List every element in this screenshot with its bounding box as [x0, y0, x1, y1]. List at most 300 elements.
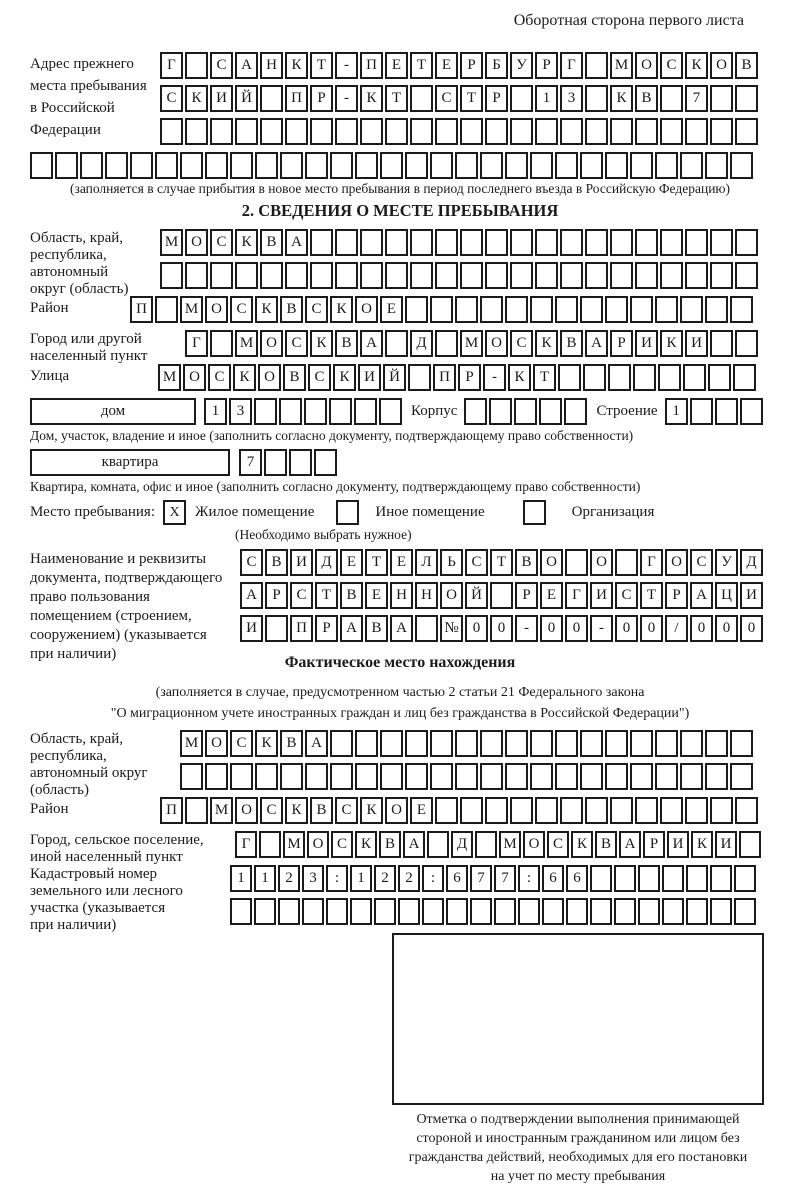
char-cell: [558, 364, 581, 391]
char-cell: [660, 118, 683, 145]
field-city-2: [30, 831, 770, 865]
char-cell: Е: [380, 296, 403, 323]
char-cell: [310, 229, 333, 256]
document-row-1: [240, 549, 770, 576]
char-cell: Т: [460, 85, 483, 112]
caption-line: (заполняется в случае, предусмотренном частью 2 статьи 21 Федерального закона: [155, 685, 645, 700]
char-cell: [405, 152, 428, 179]
char-cell: Л: [415, 549, 438, 576]
char-cell: 7: [470, 865, 492, 892]
char-cell: [160, 118, 183, 145]
char-cell: С: [208, 364, 231, 391]
char-cell: К: [508, 364, 531, 391]
char-cell: С: [331, 831, 353, 858]
char-cell: [460, 229, 483, 256]
char-cell: [630, 152, 653, 179]
char-cell: [385, 229, 408, 256]
char-cell: В: [280, 730, 303, 757]
char-cell: 3: [302, 865, 324, 892]
char-cell: [635, 118, 658, 145]
char-cell: [730, 296, 753, 323]
char-cell: Р: [315, 615, 338, 642]
char-cell: 3: [560, 85, 583, 112]
char-cell: Б: [485, 52, 508, 79]
char-cell: :: [326, 865, 348, 892]
char-cell: В: [265, 549, 288, 576]
char-cell: [710, 898, 732, 925]
char-cell: [610, 262, 633, 289]
char-cell: Й: [383, 364, 406, 391]
char-cell: Ц: [715, 582, 738, 609]
char-cell: /: [665, 615, 688, 642]
char-cell: К: [610, 85, 633, 112]
char-cell: М: [180, 296, 203, 323]
char-cell: [564, 398, 587, 425]
label-line: земельного или лесного: [30, 883, 183, 899]
char-cell: [710, 797, 733, 824]
char-cell: О: [590, 549, 613, 576]
char-cell: [480, 296, 503, 323]
char-cell: В: [335, 330, 358, 357]
char-cell: [285, 262, 308, 289]
char-cell: [535, 229, 558, 256]
field-region-1: [30, 229, 770, 297]
field-city-1: [30, 330, 770, 364]
char-cell: [655, 296, 678, 323]
char-cell: [398, 898, 420, 925]
char-cell: [715, 398, 738, 425]
char-cell: О: [385, 797, 408, 824]
char-cell: [730, 730, 753, 757]
char-cell: О: [485, 330, 508, 357]
char-cell: О: [355, 296, 378, 323]
prev-address-row-1: [160, 52, 770, 79]
char-cell: О: [440, 582, 463, 609]
char-cell: О: [205, 296, 228, 323]
char-cell: [638, 898, 660, 925]
cadastre-label: [30, 866, 183, 934]
char-cell: С: [308, 364, 331, 391]
confirmation-block: [392, 933, 764, 1186]
char-cell: [385, 262, 408, 289]
char-cell: И: [590, 582, 613, 609]
char-cell: [660, 797, 683, 824]
char-cell: С: [160, 85, 183, 112]
char-cell: Г: [185, 330, 208, 357]
char-cell: 0: [565, 615, 588, 642]
char-cell: [505, 296, 528, 323]
char-cell: [235, 262, 258, 289]
char-cell: [730, 152, 753, 179]
char-cell: П: [290, 615, 313, 642]
option-organization-label: Организация: [571, 504, 655, 520]
char-cell: [435, 262, 458, 289]
char-cell: [480, 763, 503, 790]
char-cell: И: [635, 330, 658, 357]
char-cell: [185, 797, 208, 824]
prev-address-label: [30, 53, 147, 141]
label-line: Город, сельское поселение,: [30, 832, 204, 848]
char-cell: О: [258, 364, 281, 391]
char-cell: [555, 763, 578, 790]
char-cell: 0: [640, 615, 663, 642]
char-cell: С: [660, 52, 683, 79]
char-cell: [633, 364, 656, 391]
caption-line: Отметка о подтверждении выполнения принимающей: [416, 1112, 740, 1127]
char-cell: С: [285, 330, 308, 357]
char-cell: С: [210, 229, 233, 256]
char-cell: [680, 763, 703, 790]
char-cell: С: [230, 296, 253, 323]
char-cell: В: [379, 831, 401, 858]
char-cell: [259, 831, 281, 858]
char-cell: -: [515, 615, 538, 642]
char-cell: [280, 763, 303, 790]
label-line: Кадастровый номер: [30, 866, 157, 882]
char-cell: Г: [640, 549, 663, 576]
char-cell: [514, 398, 537, 425]
char-cell: [314, 449, 337, 476]
char-cell: [740, 398, 763, 425]
label-line: помещением (строением,: [30, 608, 192, 624]
char-cell: [685, 797, 708, 824]
label-line: Область, край,: [30, 731, 124, 747]
char-cell: [580, 763, 603, 790]
char-cell: [580, 152, 603, 179]
char-cell: :: [518, 865, 540, 892]
char-cell: :: [422, 865, 444, 892]
char-cell: [460, 262, 483, 289]
char-cell: [460, 118, 483, 145]
place-type-note: (Необходимо выбрать нужное): [235, 527, 412, 542]
char-cell: [460, 797, 483, 824]
char-cell: [505, 152, 528, 179]
char-cell: [560, 797, 583, 824]
char-cell: Т: [533, 364, 556, 391]
city-1-label: [30, 331, 147, 365]
label-line: Наименование и реквизиты: [30, 551, 207, 567]
option-other-premises-label: Иное помещение: [375, 504, 485, 520]
char-cell: [735, 330, 758, 357]
field-district-1: [30, 296, 770, 323]
char-cell: [685, 229, 708, 256]
char-cell: [335, 229, 358, 256]
char-cell: М: [180, 730, 203, 757]
char-cell: [355, 152, 378, 179]
char-cell: В: [365, 615, 388, 642]
char-cell: [505, 763, 528, 790]
char-cell: [705, 152, 728, 179]
char-cell: [330, 152, 353, 179]
char-cell: [205, 152, 228, 179]
char-cell: Е: [540, 582, 563, 609]
region-2-row-1: [180, 730, 770, 757]
char-cell: В: [735, 52, 758, 79]
char-cell: О: [540, 549, 563, 576]
char-cell: К: [660, 330, 683, 357]
field-street: [30, 364, 770, 391]
place-type-label: Место пребывания:: [30, 504, 155, 520]
char-cell: А: [690, 582, 713, 609]
char-cell: Е: [365, 582, 388, 609]
char-cell: [518, 898, 540, 925]
char-cell: [734, 865, 756, 892]
char-cell: М: [158, 364, 181, 391]
char-cell: П: [433, 364, 456, 391]
char-cell: [105, 152, 128, 179]
char-cell: [360, 118, 383, 145]
char-cell: [735, 229, 758, 256]
char-cell: [655, 730, 678, 757]
char-cell: [302, 898, 324, 925]
label-line: Федерации: [30, 122, 101, 138]
char-cell: 2: [398, 865, 420, 892]
char-cell: Г: [560, 52, 583, 79]
char-cell: Й: [235, 85, 258, 112]
field-cadastre: [30, 865, 770, 933]
char-cell: 0: [615, 615, 638, 642]
char-cell: [305, 763, 328, 790]
caption-line: гражданства действий, необходимых для его постановки: [408, 1150, 748, 1165]
char-cell: [485, 797, 508, 824]
char-cell: [585, 52, 608, 79]
char-cell: [455, 763, 478, 790]
char-cell: [305, 152, 328, 179]
char-cell: [210, 330, 233, 357]
char-cell: [739, 831, 761, 858]
char-cell: С: [290, 582, 313, 609]
label-line: места пребывания: [30, 78, 147, 94]
label-line: населенный пункт: [30, 348, 148, 364]
label-line: при наличии): [30, 646, 117, 662]
char-cell: О: [235, 797, 258, 824]
char-cell: Р: [458, 364, 481, 391]
char-cell: 0: [740, 615, 763, 642]
char-cell: [614, 865, 636, 892]
char-cell: [710, 85, 733, 112]
char-cell: Р: [265, 582, 288, 609]
char-cell: [489, 398, 512, 425]
apartment-cells: [239, 449, 339, 476]
char-cell: [530, 730, 553, 757]
char-cell: [530, 296, 553, 323]
char-cell: Г: [565, 582, 588, 609]
char-cell: К: [333, 364, 356, 391]
char-cell: Т: [385, 85, 408, 112]
char-cell: [230, 152, 253, 179]
char-cell: К: [360, 85, 383, 112]
char-cell: [485, 229, 508, 256]
char-cell: Р: [310, 85, 333, 112]
char-cell: А: [285, 229, 308, 256]
char-cell: [280, 152, 303, 179]
char-cell: [185, 262, 208, 289]
char-cell: [255, 763, 278, 790]
district-2-row: [160, 797, 770, 824]
char-cell: 1: [204, 398, 227, 425]
label-line: сооружением) (указывается: [30, 627, 207, 643]
char-cell: 2: [374, 865, 396, 892]
char-cell: П: [130, 296, 153, 323]
char-cell: [585, 262, 608, 289]
label-line: Город или другой: [30, 331, 142, 347]
char-cell: Р: [515, 582, 538, 609]
char-cell: [464, 398, 487, 425]
char-cell: А: [403, 831, 425, 858]
cadastre-row-1: [230, 865, 770, 892]
caption-line: на учет по месту пребывания: [490, 1169, 666, 1184]
char-cell: [605, 296, 628, 323]
char-cell: Р: [460, 52, 483, 79]
char-cell: [710, 262, 733, 289]
document-label: [30, 550, 222, 664]
prev-address-row-4: [30, 152, 770, 179]
char-cell: [735, 262, 758, 289]
char-cell: М: [235, 330, 258, 357]
char-cell: 6: [542, 865, 564, 892]
char-cell: [680, 730, 703, 757]
char-cell: [422, 898, 444, 925]
char-cell: В: [283, 364, 306, 391]
char-cell: М: [460, 330, 483, 357]
char-cell: [494, 898, 516, 925]
char-cell: [405, 730, 428, 757]
char-cell: [585, 797, 608, 824]
char-cell: [510, 229, 533, 256]
char-cell: [710, 118, 733, 145]
field-region-2: [30, 730, 770, 798]
char-cell: Р: [610, 330, 633, 357]
char-cell: К: [185, 85, 208, 112]
char-cell: [710, 865, 732, 892]
char-cell: [660, 85, 683, 112]
house-number-cells: [204, 398, 404, 425]
field-document: [30, 549, 770, 662]
char-cell: О: [183, 364, 206, 391]
char-cell: С: [240, 549, 263, 576]
char-cell: [360, 229, 383, 256]
char-cell: Е: [340, 549, 363, 576]
char-cell: [455, 152, 478, 179]
char-cell: -: [590, 615, 613, 642]
char-cell: [590, 898, 612, 925]
char-cell: [710, 330, 733, 357]
char-cell: А: [340, 615, 363, 642]
char-cell: С: [260, 797, 283, 824]
char-cell: [565, 549, 588, 576]
char-cell: Т: [410, 52, 433, 79]
korpus-label: Корпус: [411, 403, 458, 419]
char-cell: [610, 229, 633, 256]
char-cell: [585, 85, 608, 112]
char-cell: [580, 730, 603, 757]
char-cell: [630, 763, 653, 790]
char-cell: [235, 118, 258, 145]
char-cell: С: [230, 730, 253, 757]
char-cell: [360, 262, 383, 289]
cadastre-row-2: [230, 898, 770, 925]
char-cell: [686, 865, 708, 892]
char-cell: [685, 118, 708, 145]
char-cell: К: [285, 52, 308, 79]
char-cell: [435, 330, 458, 357]
char-cell: [455, 296, 478, 323]
district-2-label: Район: [30, 801, 69, 817]
char-cell: 7: [239, 449, 262, 476]
char-cell: [705, 730, 728, 757]
char-cell: [510, 85, 533, 112]
char-cell: [355, 763, 378, 790]
char-cell: К: [535, 330, 558, 357]
char-cell: [662, 898, 684, 925]
char-cell: У: [715, 549, 738, 576]
char-cell: [330, 763, 353, 790]
confirmation-stamp-box: [392, 933, 764, 1105]
char-cell: Т: [310, 52, 333, 79]
field-prev-address: [30, 52, 770, 145]
label-line: право пользования: [30, 589, 150, 605]
char-cell: [410, 118, 433, 145]
checkbox-residential: X: [163, 500, 186, 525]
char-cell: О: [307, 831, 329, 858]
char-cell: [610, 797, 633, 824]
char-cell: Р: [665, 582, 688, 609]
document-row-2: [240, 582, 770, 609]
char-cell: [580, 296, 603, 323]
option-residential-label: Жилое помещение: [195, 504, 315, 520]
char-cell: М: [499, 831, 521, 858]
region-1-row-1: [160, 229, 770, 256]
char-cell: И: [290, 549, 313, 576]
char-cell: С: [615, 582, 638, 609]
page-side-note: Оборотная сторона первого листа: [513, 12, 744, 29]
char-cell: Е: [410, 797, 433, 824]
char-cell: 0: [490, 615, 513, 642]
char-cell: [635, 229, 658, 256]
char-cell: [260, 118, 283, 145]
char-cell: Г: [235, 831, 257, 858]
house-box-label: дом: [30, 398, 196, 425]
char-cell: 1: [230, 865, 252, 892]
char-cell: [630, 730, 653, 757]
label-line: Область, край,: [30, 230, 124, 246]
label-line: автономный: [30, 264, 109, 280]
checkbox-other-premises: [336, 500, 359, 525]
char-cell: П: [160, 797, 183, 824]
char-cell: [430, 296, 453, 323]
char-cell: [655, 763, 678, 790]
char-cell: К: [360, 797, 383, 824]
char-cell: [560, 229, 583, 256]
char-cell: [430, 730, 453, 757]
field-district-2: [30, 797, 770, 824]
char-cell: О: [665, 549, 688, 576]
char-cell: [585, 229, 608, 256]
char-cell: К: [330, 296, 353, 323]
char-cell: [330, 730, 353, 757]
char-cell: [55, 152, 78, 179]
char-cell: [380, 763, 403, 790]
confirmation-caption: [392, 1110, 764, 1186]
char-cell: П: [360, 52, 383, 79]
prev-address-row-2: [160, 85, 770, 112]
region-2-label: [30, 731, 148, 799]
char-cell: [379, 398, 402, 425]
char-cell: [686, 898, 708, 925]
label-line: иной населенный пункт: [30, 849, 183, 865]
prev-address-row-3: [160, 118, 770, 145]
char-cell: [354, 398, 377, 425]
